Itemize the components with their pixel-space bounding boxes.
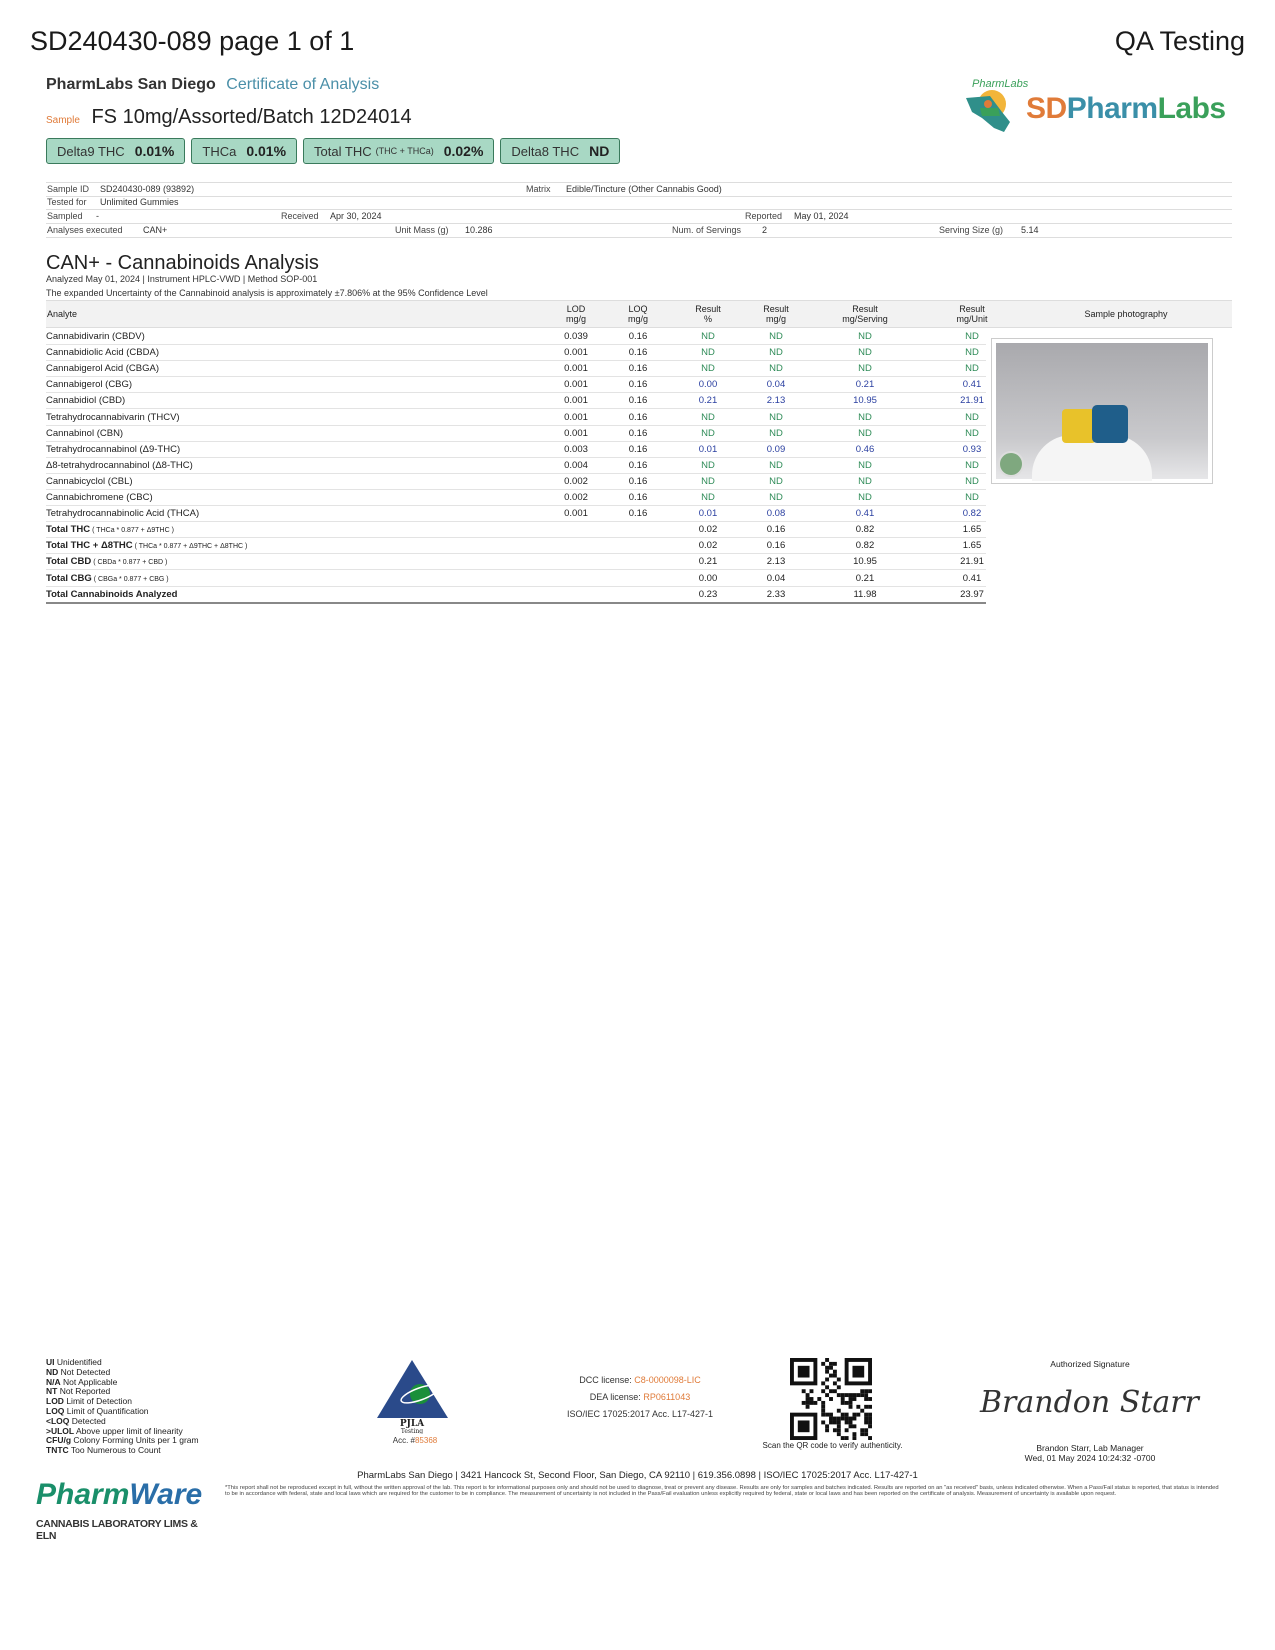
- cell-value: ND: [769, 331, 783, 342]
- pill-label: Delta9 THC: [57, 143, 125, 159]
- legend-meaning: Detected: [71, 1415, 106, 1426]
- cell-value: 0.002: [564, 492, 588, 503]
- doc-type: Certificate of Analysis: [226, 76, 380, 93]
- cell-value: 0.04: [766, 379, 786, 391]
- cell-value: 0.16: [628, 411, 648, 423]
- cell-value: 0.00: [698, 379, 718, 391]
- cell-value: 0.16: [628, 443, 648, 455]
- analyte-name: Cannabinol (CBN): [46, 427, 124, 439]
- reported-label: Reported: [745, 211, 783, 221]
- cell-value: 0.16: [628, 363, 648, 375]
- pjla-name: PJLA: [399, 1419, 425, 1429]
- total-name: Total THC: [46, 524, 91, 536]
- signatory: [1000, 1443, 1180, 1463]
- cell-value: ND: [858, 475, 872, 487]
- pjla-triangle-icon: [375, 1358, 450, 1434]
- cell-value: 0.16: [628, 492, 648, 503]
- legend-abbr: LOD: [46, 1396, 64, 1407]
- report-category: QA Testing: [1114, 26, 1245, 56]
- pjla-accreditation: [375, 1358, 450, 1448]
- cell-value: 0.01: [698, 443, 718, 455]
- servings-label: Num. of Servings: [672, 225, 742, 235]
- pill-label: Delta8 THC: [511, 143, 580, 159]
- cell-value: 0.16: [628, 347, 648, 359]
- pharmware-ware: Ware: [129, 1478, 203, 1511]
- total-name: Total CBD: [46, 556, 92, 568]
- analyte-name: Cannabichromene (CBC): [46, 492, 153, 503]
- legend-abbr: TNTC: [46, 1445, 69, 1456]
- legend-abbr: N/A: [46, 1376, 61, 1387]
- total-row: [46, 521, 986, 538]
- cell-value: 0.16: [628, 459, 648, 471]
- qr-code-icon[interactable]: [790, 1358, 872, 1440]
- total-value: 0.21: [855, 572, 875, 584]
- pill-value: 0.02%: [443, 143, 484, 159]
- pill-thca: [191, 138, 297, 164]
- total-value: 1.65: [962, 540, 982, 552]
- col-loq: LOQ mg/g: [627, 304, 648, 324]
- legend-abbr: >ULOL: [46, 1425, 75, 1436]
- total-value: 21.91: [960, 556, 984, 568]
- total-value: 0.82: [855, 524, 875, 536]
- analyte-name: Cannabigerol Acid (CBGA): [46, 363, 159, 375]
- pjla-acc-label: Acc. #: [392, 1436, 415, 1445]
- cell-value: ND: [858, 331, 872, 342]
- qr-caption: Scan the QR code to verify authenticity.: [762, 1441, 903, 1450]
- cell-value: 0.16: [628, 395, 648, 407]
- sample-label: Sample: [46, 115, 80, 126]
- cell-value: 0.004: [564, 459, 588, 471]
- cell-value: 0.001: [564, 347, 588, 359]
- legend-meaning: Unidentified: [56, 1357, 102, 1367]
- iso-accreditation: ISO/IEC 17025:2017 Acc. L17-427-1: [566, 1409, 714, 1419]
- cell-value: ND: [701, 347, 715, 359]
- legend-meaning: Not Applicable: [63, 1376, 118, 1387]
- total-value: 0.02: [698, 524, 718, 536]
- analyte-name: Cannabidiol (CBD): [46, 395, 126, 407]
- total-value: 2.33: [766, 588, 786, 600]
- analyte-name: Cannabigerol (CBG): [46, 379, 133, 391]
- pharmware-tagline: CANNABIS LABORATORY LIMS & ELN: [36, 1518, 198, 1542]
- cell-value: 2.13: [766, 395, 786, 407]
- cell-value: ND: [965, 331, 979, 342]
- signatory-name: Brandon Starr, Lab Manager: [1036, 1443, 1144, 1453]
- pharmware-wordmark: [36, 1478, 202, 1512]
- cell-value: 0.002: [564, 475, 588, 487]
- signature-label: Authorized Signature: [1050, 1359, 1130, 1369]
- col-result-unit: Result mg/Unit: [956, 304, 988, 324]
- analyte-name: Cannabidiolic Acid (CBDA): [46, 347, 159, 359]
- table-row: [46, 473, 986, 490]
- sdpharmlabs-logo: [960, 78, 1230, 140]
- total-label: [46, 556, 167, 567]
- cell-value: ND: [858, 492, 872, 503]
- pharmware-logo: [36, 1478, 206, 1542]
- dcc-label: DCC license:: [579, 1375, 632, 1385]
- total-label: [46, 573, 169, 584]
- table-row: [46, 360, 986, 377]
- cell-value: 0.001: [564, 411, 588, 423]
- analyses-value: CAN+: [143, 225, 168, 235]
- total-formula: ( CBGa * 0.877 + CBG ): [93, 575, 169, 583]
- col-analyte: Analyte: [47, 309, 78, 319]
- sample-photo: [991, 338, 1213, 484]
- sample-name: FS 10mg/Assorted/Batch 12D24014: [91, 106, 412, 128]
- lab-name: PharmLabs San Diego: [46, 76, 216, 93]
- dcc-value: C8-0000098-LIC: [634, 1375, 701, 1385]
- cell-value: 0.039: [564, 331, 588, 342]
- cell-value: ND: [701, 427, 715, 439]
- table-row: [46, 457, 986, 474]
- total-value: 23.97: [960, 588, 984, 600]
- cell-value: 0.46: [855, 443, 875, 455]
- dcc-license: [540, 1372, 740, 1389]
- cell-value: ND: [965, 411, 979, 423]
- dea-license: [540, 1389, 740, 1406]
- cell-value: ND: [769, 347, 783, 359]
- signature-date: Wed, 01 May 2024 10:24:32 -0700: [1024, 1453, 1156, 1463]
- received-label: Received: [281, 211, 319, 221]
- total-value: 2.13: [766, 556, 786, 568]
- total-label: [46, 540, 247, 551]
- total-value: 1.65: [962, 524, 982, 536]
- table-row: [46, 392, 986, 409]
- photo-yellow-gummy: [1062, 409, 1096, 443]
- legend-meaning: Not Reported: [59, 1386, 111, 1397]
- cell-value: 0.001: [564, 379, 588, 391]
- total-value: 0.41: [962, 572, 982, 584]
- info-row-3: [46, 210, 1232, 224]
- cell-value: 10.95: [853, 395, 877, 407]
- total-value: 0.16: [766, 540, 786, 552]
- dea-value: RP0611043: [643, 1392, 691, 1402]
- dea-label: DEA license:: [589, 1392, 641, 1402]
- cell-value: 0.82: [962, 508, 982, 520]
- legend-meaning: Too Numerous to Count: [70, 1445, 161, 1456]
- total-name: Total Cannabinoids Analyzed: [46, 588, 178, 600]
- analyte-name: Cannabicyclol (CBL): [46, 475, 133, 487]
- total-value: 0.82: [855, 540, 875, 552]
- analyte-name: Tetrahydrocannabinol (Δ9-THC): [46, 443, 181, 455]
- report-id-page: SD240430-089 page 1 of 1: [30, 26, 355, 56]
- legend-meaning: Limit of Detection: [66, 1396, 132, 1407]
- unit-mass-label: Unit Mass (g): [395, 225, 449, 235]
- unit-mass-value: 10.286: [465, 225, 493, 235]
- cell-value: ND: [701, 363, 715, 375]
- license-block: [540, 1372, 740, 1423]
- table-row: [46, 376, 986, 393]
- table-row: [46, 425, 986, 442]
- pill-formula: (THC + THCa): [375, 146, 434, 156]
- cell-value: ND: [858, 427, 872, 439]
- cell-value: ND: [965, 492, 979, 503]
- sampled-value: -: [96, 211, 99, 221]
- total-formula: ( CBDa * 0.877 + CBD ): [93, 559, 168, 567]
- table-row: [46, 441, 986, 458]
- cell-value: 0.16: [628, 508, 648, 520]
- cell-value: ND: [858, 411, 872, 423]
- cell-value: ND: [965, 459, 979, 471]
- cell-value: 0.001: [564, 427, 588, 439]
- cell-value: 0.21: [855, 379, 875, 391]
- col-lod: LOD mg/g: [565, 304, 586, 324]
- cell-value: ND: [858, 363, 872, 375]
- sampled-label: Sampled: [47, 211, 83, 221]
- legend-abbr: NT: [46, 1386, 58, 1397]
- sample-line: [46, 106, 412, 129]
- table-row: [46, 344, 986, 361]
- cell-value: 0.16: [628, 427, 648, 439]
- info-row-1: [46, 182, 1232, 197]
- lab-line: [46, 76, 379, 94]
- logo-arc-text: PharmLabs: [972, 78, 1029, 90]
- col-result-mg-g: Result mg/g: [763, 304, 789, 324]
- footer-address: PharmLabs San Diego | 3421 Hancock St, Second Floor, San Diego, CA 92110 | 619.356.0898 | ISO/IEC 17025:2017 Acc. L17-427-1: [357, 1470, 918, 1481]
- disclaimer: *This report shall not be reproduced except in full, without the written approval of the lab. This report is for informational purposes only and should not be used to diagnose, treat or prevent any disease. Results are only for samples and batches indicated. Results are reported on an "as received" basis, unless indicated otherwise. When a Pass/Fail status is reported, that status is intended to be in accordance with federal, state and local laws which are required for the customer to be in compliance. The measurement of uncertainty is not included in the Pass/Fail evaluation unless explicitly required by federal, state or local laws and has been reported on the certificate of analysis. Measurement of uncertainty is available upon request.: [225, 1485, 1219, 1498]
- legend-abbr: UI: [46, 1357, 55, 1367]
- analyte-name: Cannabidivarin (CBDV): [46, 331, 145, 342]
- legend-meaning: Above upper limit of linearity: [76, 1425, 183, 1436]
- total-value: 0.16: [766, 524, 786, 536]
- pill-value: 0.01%: [246, 143, 287, 159]
- total-label: [46, 524, 174, 535]
- matrix-label: Matrix: [526, 184, 551, 194]
- legend-item: [46, 1446, 199, 1456]
- reported-value: May 01, 2024: [794, 211, 849, 221]
- info-row-4: [46, 224, 1232, 238]
- pill-value: 0.01%: [134, 143, 175, 159]
- total-value: 10.95: [853, 556, 877, 568]
- total-row: [46, 586, 986, 604]
- total-value: 11.98: [853, 588, 877, 600]
- pjla-acc-number: 85368: [414, 1436, 438, 1445]
- pill-value: ND: [589, 143, 610, 159]
- cell-value: 0.41: [855, 508, 875, 520]
- total-value: 0.00: [698, 572, 718, 584]
- servings-value: 2: [762, 225, 768, 235]
- sample-id-value: SD240430-089 (93892): [100, 184, 195, 194]
- total-value: 0.21: [698, 556, 718, 568]
- tested-for-label: Tested for: [47, 197, 87, 207]
- pill-label: Total THC: [314, 143, 372, 159]
- total-formula: ( THCa * 0.877 + Δ9THC ): [92, 527, 174, 535]
- logo-wordmark: [1026, 92, 1226, 126]
- legend-meaning: Limit of Quantification: [66, 1405, 149, 1416]
- cell-value: 0.21: [698, 395, 718, 407]
- cell-value: ND: [858, 459, 872, 471]
- total-formula: ( THCa * 0.877 + Δ9THC + Δ8THC ): [134, 543, 248, 551]
- cell-value: ND: [858, 347, 872, 359]
- cell-value: 0.001: [564, 508, 588, 520]
- cell-value: 21.91: [960, 395, 984, 407]
- cell-value: 0.001: [564, 395, 588, 407]
- analyte-name: Tetrahydrocannabinolic Acid (THCA): [46, 508, 200, 520]
- pill-label: THCa: [202, 143, 237, 159]
- photo-blue-gummy: [1092, 405, 1128, 443]
- sample-id-label: Sample ID: [47, 184, 90, 194]
- cell-value: ND: [965, 363, 979, 375]
- total-value: 0.04: [766, 572, 786, 584]
- total-label: [46, 589, 179, 600]
- pill-total-thc: [303, 138, 494, 164]
- legend-abbr: LOQ: [46, 1405, 65, 1416]
- pill-delta8-thc: [500, 138, 620, 164]
- table-header: [46, 300, 1232, 328]
- cell-value: ND: [965, 475, 979, 487]
- analyses-label: Analyses executed: [47, 225, 123, 235]
- cell-value: 0.16: [628, 331, 648, 342]
- total-value: 0.02: [698, 540, 718, 552]
- cell-value: ND: [701, 459, 715, 471]
- cell-value: ND: [701, 411, 715, 423]
- total-value: 0.23: [698, 588, 718, 600]
- logo-pharm: Pharm: [1066, 92, 1158, 125]
- total-row: [46, 570, 986, 587]
- received-value: Apr 30, 2024: [330, 211, 382, 221]
- cell-value: ND: [769, 475, 783, 487]
- photo-badge-icon: [998, 451, 1024, 477]
- legend-abbr: <LOQ: [46, 1415, 70, 1426]
- uncertainty-note: The expanded Uncertainty of the Cannabinoid analysis is approximately ±7.806% at the 95% Confidence Level: [46, 288, 488, 298]
- info-row-2: [46, 196, 1232, 210]
- col-result-serving: Result mg/Serving: [842, 304, 888, 324]
- serving-size-value: 5.14: [1021, 225, 1039, 235]
- cell-value: 0.001: [564, 363, 588, 375]
- total-name: Total THC + Δ8THC: [46, 540, 133, 552]
- cell-value: 0.09: [766, 443, 786, 455]
- table-row: [46, 328, 986, 345]
- total-row: [46, 553, 986, 570]
- cell-value: 0.16: [628, 475, 648, 487]
- section-subtitle: Analyzed May 01, 2024 | Instrument HPLC-VWD | Method SOP-001: [46, 274, 318, 284]
- cell-value: ND: [769, 492, 783, 503]
- col-result-pct: Result %: [695, 304, 721, 324]
- legend-meaning: Colony Forming Units per 1 gram: [73, 1435, 199, 1446]
- potency-summary: [46, 138, 620, 164]
- legend-abbr: ND: [46, 1366, 59, 1377]
- matrix-value: Edible/Tincture (Other Cannabis Good): [566, 184, 722, 194]
- logo-labs: Labs: [1157, 92, 1226, 125]
- cell-value: 0.003: [564, 443, 588, 455]
- signature-image: Brandon Starr: [980, 1385, 1199, 1420]
- cell-value: ND: [701, 331, 715, 342]
- cell-value: 0.93: [962, 443, 982, 455]
- section-title: CAN+ - Cannabinoids Analysis: [46, 252, 319, 274]
- analyte-name: Δ8-tetrahydrocannabinol (Δ8-THC): [46, 459, 193, 471]
- analyte-name: Tetrahydrocannabivarin (THCV): [46, 411, 180, 423]
- pill-delta9-thc: [46, 138, 185, 164]
- logo-sd: SD: [1026, 92, 1067, 125]
- cell-value: ND: [965, 347, 979, 359]
- cell-value: 0.01: [698, 508, 718, 520]
- total-row: [46, 537, 986, 554]
- table-row: [46, 505, 986, 522]
- cell-value: ND: [769, 411, 783, 423]
- legend-meaning: Not Detected: [60, 1366, 111, 1377]
- cell-value: ND: [701, 492, 715, 503]
- table-row: [46, 409, 986, 426]
- pjla-acc: [385, 1436, 445, 1445]
- cell-value: 0.16: [628, 379, 648, 391]
- cell-value: 0.08: [766, 508, 786, 520]
- pjla-sub: Testing: [400, 1428, 424, 1434]
- cell-value: ND: [701, 475, 715, 487]
- pharmware-pharm: Pharm: [36, 1478, 130, 1511]
- cell-value: ND: [965, 427, 979, 439]
- total-name: Total CBG: [46, 572, 92, 584]
- cell-value: 0.41: [962, 379, 982, 391]
- cell-value: ND: [769, 427, 783, 439]
- tested-for-value: Unlimited Gummies: [100, 197, 179, 207]
- table-row: [46, 489, 986, 506]
- cell-value: ND: [769, 363, 783, 375]
- col-photo: Sample photography: [1084, 309, 1168, 319]
- legend-abbr: CFU/g: [46, 1435, 72, 1446]
- serving-size-label: Serving Size (g): [939, 225, 1004, 235]
- cell-value: ND: [769, 459, 783, 471]
- abbreviation-legend: [46, 1358, 199, 1456]
